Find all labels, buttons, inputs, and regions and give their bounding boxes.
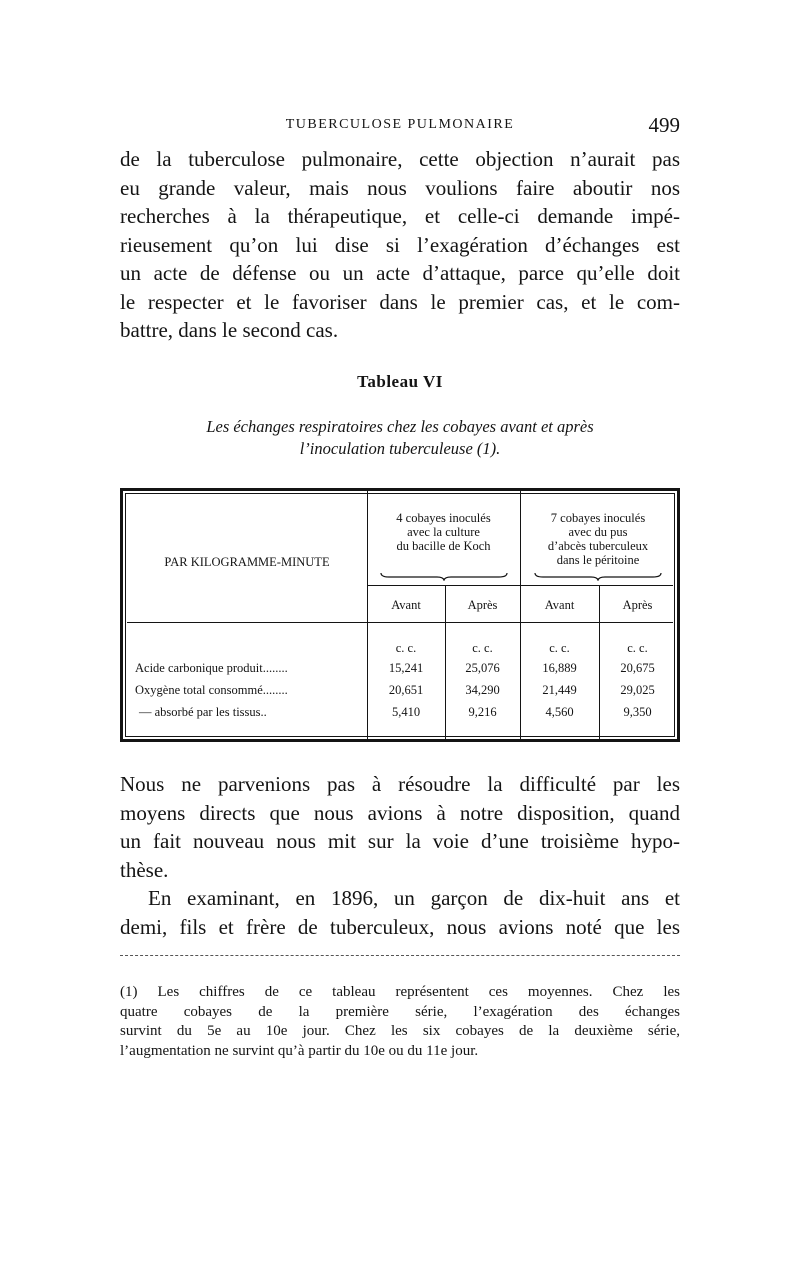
paragraph-top bbox=[120, 145, 680, 345]
row-header: PAR KILOGRAMME-MINUTE bbox=[164, 555, 330, 569]
row-divider bbox=[127, 622, 673, 623]
table-cell: 4,560 bbox=[545, 705, 574, 719]
row-label: Acide carbonique produit........ bbox=[135, 661, 288, 675]
data-table bbox=[120, 488, 680, 742]
group-header-line: avec du pus bbox=[568, 525, 628, 539]
group-header-line: d’abcès tuberculeux bbox=[547, 539, 649, 553]
text-line: eu grande valeur, mais nous voulions faire aboutir nos bbox=[120, 175, 680, 200]
table-cell: 9,216 bbox=[468, 705, 497, 719]
group-header-line: du bacille de Koch bbox=[396, 539, 491, 553]
subheader: Avant bbox=[391, 598, 421, 612]
footnote bbox=[120, 983, 680, 1061]
table-cell: 21,449 bbox=[542, 683, 577, 697]
text-line: le respecter et le favoriser dans le premier cas, et le com- bbox=[120, 289, 680, 314]
group-header-line: dans le péritoine bbox=[556, 553, 640, 567]
text-line: En examinant, en 1896, un garçon de dix-huit ans et bbox=[148, 886, 680, 910]
text-line: de la tuberculose pulmonaire, cette objection n’aurait pas bbox=[120, 147, 680, 171]
footnote-divider bbox=[120, 955, 680, 956]
unit-label: c. c. bbox=[549, 641, 570, 655]
group-header-line: 4 cobayes inoculés bbox=[396, 511, 491, 525]
footnote-line: l’augmentation ne survint qu’à partir du 10e ou du 11e jour. bbox=[120, 1042, 479, 1059]
text-line: un fait nouveau nous mit sur la voie d’une troisième hypo- bbox=[120, 829, 680, 853]
text-line: battre, dans le second cas. bbox=[120, 318, 339, 342]
table-cell: 15,241 bbox=[388, 661, 424, 675]
group-header-line: avec la culture bbox=[407, 525, 480, 539]
table-title: Tableau VI bbox=[357, 372, 443, 391]
table-cell: 29,025 bbox=[620, 683, 655, 697]
row-label: — absorbé par les tissus.. bbox=[139, 705, 267, 719]
footnote-line: survint du 5e au 10e jour. Chez les six cobayes de la deuxième série, bbox=[120, 1023, 680, 1039]
group-header-line: 7 cobayes inoculés bbox=[550, 511, 646, 525]
footnote-line: quatre cobayes de la première série, l’exagération des échanges bbox=[120, 1003, 680, 1020]
unit-label: c. c. bbox=[472, 641, 493, 655]
text-line: demi, fils et frère de tuberculeux, nous avions noté que les bbox=[120, 914, 680, 939]
table-cell: 25,076 bbox=[465, 661, 500, 675]
text-line: thèse. bbox=[120, 857, 169, 882]
row-label: Oxygène total consommé........ bbox=[135, 683, 288, 697]
group-header-1 bbox=[367, 511, 520, 553]
unit-label: c. c. bbox=[395, 641, 417, 655]
footnote-line: (1) Les chiffres de ce tableau représentent ces moyennes. Chez les bbox=[120, 984, 680, 1000]
text-line: Nous ne parvenions pas à résoudre la difficulté par les bbox=[120, 772, 680, 796]
running-title: TUBERCULOSE PULMONAIRE bbox=[285, 117, 515, 132]
caption-line: Les échanges respiratoires chez les cobayes avant et après bbox=[206, 417, 594, 436]
caption-line: l’inoculation tuberculeuse (1). bbox=[299, 439, 501, 458]
text-line: rieusement qu’on lui dise si l’exagération d’échanges est bbox=[120, 232, 680, 257]
table-caption bbox=[120, 416, 680, 460]
text-line: recherches à la thérapeutique, et celle-ci demande impé- bbox=[120, 204, 680, 228]
subheader: Après bbox=[622, 598, 653, 612]
unit-label: c. c. bbox=[627, 641, 648, 655]
brace-icon bbox=[533, 571, 663, 581]
table-cell: 34,290 bbox=[465, 683, 500, 697]
table-cell: 20,675 bbox=[620, 661, 655, 675]
subheader: Avant bbox=[544, 598, 575, 612]
brace-icon bbox=[379, 571, 509, 581]
page-number: 499 bbox=[648, 113, 680, 137]
text-line: un acte de défense ou un acte d’attaque, parce qu’elle doit bbox=[120, 261, 680, 285]
table-cell: 5,410 bbox=[391, 705, 421, 719]
text-line: moyens directs que nous avions à notre disposition, quand bbox=[120, 800, 680, 825]
paragraph-bottom bbox=[120, 770, 680, 941]
table-cell: 9,350 bbox=[623, 705, 652, 719]
group-header-2 bbox=[520, 511, 676, 567]
row-divider bbox=[367, 585, 673, 586]
subheader: Après bbox=[467, 598, 498, 612]
running-head bbox=[120, 115, 680, 137]
table-cell: 20,651 bbox=[388, 683, 424, 697]
table-cell: 16,889 bbox=[542, 661, 577, 675]
